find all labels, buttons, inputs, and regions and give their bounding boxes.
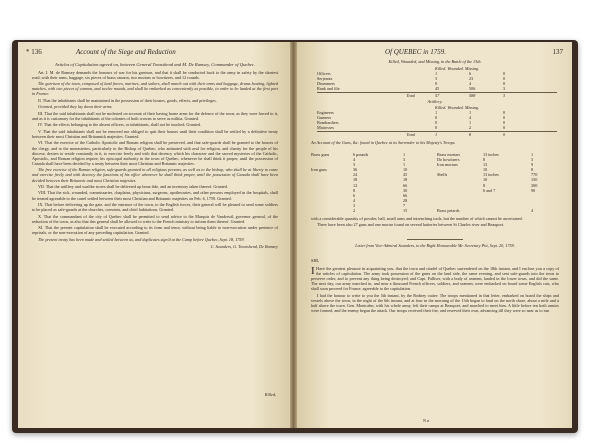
table-row: Bombardiers 0 1 0	[317, 120, 506, 126]
table-row: Drummers 0 4 0	[317, 81, 506, 87]
guns-list-right	[437, 152, 563, 213]
account-notes	[311, 216, 559, 229]
list-item: 10 8	[483, 167, 534, 173]
article-paragraph: VIII. That the sick, wounded, commissaries, chaplains, physicians, surgeons, apothecaries, and other persons employed in the hospitals, shall be treated agreeable to the cartel settled between their most Christian and Britannic majesties on Feb. 6, 1759. Granted.	[32, 190, 278, 201]
article-paragraph: IX. That before delivering up the gate, and the entrance of the town, to the English forces, their general will be pleased to send some soldiers to be placed as safe-guards at the churches, convents, and chief habitations. Granted.	[32, 202, 278, 213]
account-title: An Account of the Guns, &c. found in Quebec at its Surrender to his Majesty's Troops.	[311, 140, 456, 145]
list-item: 3 1	[353, 162, 406, 168]
open-book	[12, 40, 578, 433]
left-catchword: Killed,	[264, 392, 276, 397]
table-total-row: Total 1 8 0	[317, 131, 557, 137]
list-item: 12 66	[353, 182, 408, 188]
letter-paragraph: Have the greatest pleasure in acquainting you, that the town and citadel of Quebec surrendered on the 18th instant, and I enclose you a copy of the articles of capitulation. The army took possession of the gates on the land side, the same evening, and sent safe-guards into the town to preserve order, and to prevent any thing being destroyed; and Capt. Palliser, with a body of seamen, landed in the lower town, and did the same. The next day, our army marched in, and near a thousand French officers, soldiers, and seamen, were embarked on board some English cats, who shall soon proceed for France, agreeable to the capitulation.	[311, 266, 559, 292]
closing-paragraph: The present treaty has been made and settled between us, and duplicates sign'd at the Camp before Quebec, Sept. 18, 1759.	[38, 236, 245, 242]
left-text-block	[32, 62, 278, 249]
list-item: Do howitzers 8 3	[437, 157, 534, 163]
article-paragraph: The free exercise of the Roman religion, safe-guards granted to all religious persons, as well as to the bishop, who shall be at liberty to come and exercise freely and with decency the functions of his office whenever he shall think proper, until the possession of Canada shall have been decided between their Britannic and most Christian majesties.	[32, 167, 278, 183]
list-item: Brass guns 6 pounds 1	[311, 152, 406, 157]
list-item: 8 300	[483, 182, 538, 188]
article-paragraph: II. That the inhabitants shall be maintained in the possession of their houses, goods, effects, and privileges.	[38, 97, 217, 103]
table-total-row: Total 57 588 3	[317, 92, 557, 98]
article-paragraph: X. That the commandant of the city of Quebec shall be permitted to send advice to the Marquis de Vaudreuil, governor general, of the reduction of the town, as also that this general shall be allowed to write to the French ministry to inform them thereof. Granted.	[32, 213, 278, 224]
list-item: 4 28	[353, 197, 408, 203]
book-gutter	[290, 42, 297, 428]
table-row: Gunners 0 4 0	[317, 115, 506, 121]
artillery-caption: Artillery.	[427, 99, 443, 104]
list-item: 2 15	[353, 208, 408, 214]
list-item: 18 18	[353, 177, 408, 183]
table-row: Matrosses 0 2 0	[317, 125, 506, 131]
left-page-number: * 136	[26, 48, 42, 56]
letter-body	[311, 266, 559, 315]
table-row: Officers 1 6 0	[317, 71, 506, 77]
right-running-head: Of QUEBEC in 1759.	[385, 48, 447, 56]
drop-cap: I	[311, 265, 315, 277]
article-paragraph: VI. That the exercise of the Catholic Apostolic and Roman religion shall be preserved, and that safe-guards shall be granted to the houses of the clergy, and to the monasteries, particularly to the Bishop of Quebec, who animated with zeal for religion, and charity for the people of his diocese, desires to reside constantly in it, to exercise freely and with that decency which his character and the sacred mysteries of the Catholic, Apostolic, and Roman religion require, his episcopal authority in the town of Quebec, whenever he shall think it proper, until the possession of Canada shall have been decided by a treaty between their most Christian and Britannic majesties.	[32, 140, 278, 166]
right-page	[297, 42, 572, 428]
list-item: Shells 13 inches 770	[437, 172, 538, 178]
capitulation-title: Articles of Capitulation agreed on, between General Townshend and M. De Ramsey, Commander of Quebec.	[55, 62, 255, 67]
table-row: Engineers 1 1 0	[317, 110, 506, 116]
account-note: There have been also 27 guns and one mortar found on several batteries between St Charles river and Beauport.	[317, 222, 505, 228]
signatories: C. Saunders, G. Townshend, De Ramsey	[210, 243, 278, 249]
right-catchword: N n	[423, 418, 430, 423]
casualty-caption: Killed, Wounded, and Missing, in the Battle of the 13th.	[388, 59, 482, 64]
article-paragraph: The garrison of the town, composed of land forces, marines, and sailors, shall march out with their arms and baggage, drums beating, lighted matches, with two pieces of cannon, and twelve rounds, and shall be embarked as conveniently as possible, in order to be landed at the first port in France.	[32, 81, 278, 97]
article-paragraph: VII. That the artillery and warlike stores shall be delivered up bona fide, and an inventory taken thereof. Granted.	[38, 183, 228, 189]
salutation: SIR,	[311, 258, 320, 263]
list-item: Brass petards 4	[437, 207, 534, 213]
list-item: 24 45	[353, 172, 408, 178]
table-header: Killed. Wounded. Missing.	[435, 66, 480, 71]
article-paragraph: Art. I. M. de Ramsey demands the honours of war for his garrison, and that it shall be conducted back to the army in safety by the shortest road, with their arms, baggage, six pieces of brass cannon, two mortars or howitzers, and 12 rounds.	[32, 69, 278, 80]
list-item: Iron guns 36 10	[311, 167, 408, 173]
list-item: 6 and 7 90	[483, 187, 536, 193]
account-note: with a considerable quantity of powder, ball, small arms and intrenching tools, but the number of which cannot be ascertained.	[311, 216, 523, 221]
letter-paragraph: I had the honour to write to you the 5th instant, by the Rodney cutter: The troops mentioned in that letter, embarked on board the ships and vessels above the town, in the night of the 6th instant, and at four in the morning of the 13th began to land on the north shore, about a mile and a half above the town. Gen. Montcalm, with his whole army, left their camps at Beauport, and marched to meet him. A little before ten both armies were formed, and the enemy began the attack. Our troops received their fire, and reserved their own, advancing till they were so near as to run	[311, 292, 559, 314]
table-header: Killed. Wounded. Missing.	[435, 105, 480, 110]
right-page-number: 137	[552, 48, 563, 56]
left-page	[18, 42, 290, 428]
list-item: 4 3	[353, 157, 406, 163]
article-paragraph: V. That the said inhabitants shall not be removed nor obliged to quit their houses until their condition shall be settled by a definitive treaty between their most Christian and Britannick majesties. Granted.	[32, 128, 278, 139]
article-paragraph: XI. That the present capitulation shall be executed according to its form and tenor, without being liable to non-execution under pretence of reprisals, or the non-execution of any preceding capitulation. Granted.	[32, 225, 278, 236]
list-item: 10 150	[483, 177, 538, 183]
list-item: 3 7	[353, 202, 406, 208]
casualty-table	[317, 66, 557, 99]
list-item: Brass mortars 13 inches 1	[437, 152, 534, 157]
article-paragraph: Granted, provided they lay down their arms.	[38, 104, 113, 110]
left-running-head: Account of the Siege and Reduction	[76, 48, 176, 56]
table-row: Rank and file 45 506 3	[317, 86, 506, 92]
letter-heading: Letter from Vice-Admiral Saunders, to the Right Honourable Mr. Secretary Pitt, Sept. 20, 1759.	[355, 243, 515, 248]
guns-list-left	[311, 152, 431, 213]
list-item: Iron mortars 13 9	[437, 162, 534, 168]
section-divider	[407, 239, 463, 240]
list-item: 8 30	[353, 187, 408, 193]
table-row: Serjeants 3 23 0	[317, 76, 506, 82]
artillery-table	[317, 105, 557, 138]
list-item: 6 66	[353, 192, 408, 198]
article-paragraph: IV. That the effects belonging to the absent officers, or inhabitants, shall not be touched. Granted.	[38, 122, 201, 128]
article-paragraph: III. That the said inhabitants shall not be molested on account of their having borne arms for the defence of the town, as they were forced to it, and as it is customary for the inhabitants of the colonies of both crowns to serve as militia. Granted.	[32, 110, 278, 121]
